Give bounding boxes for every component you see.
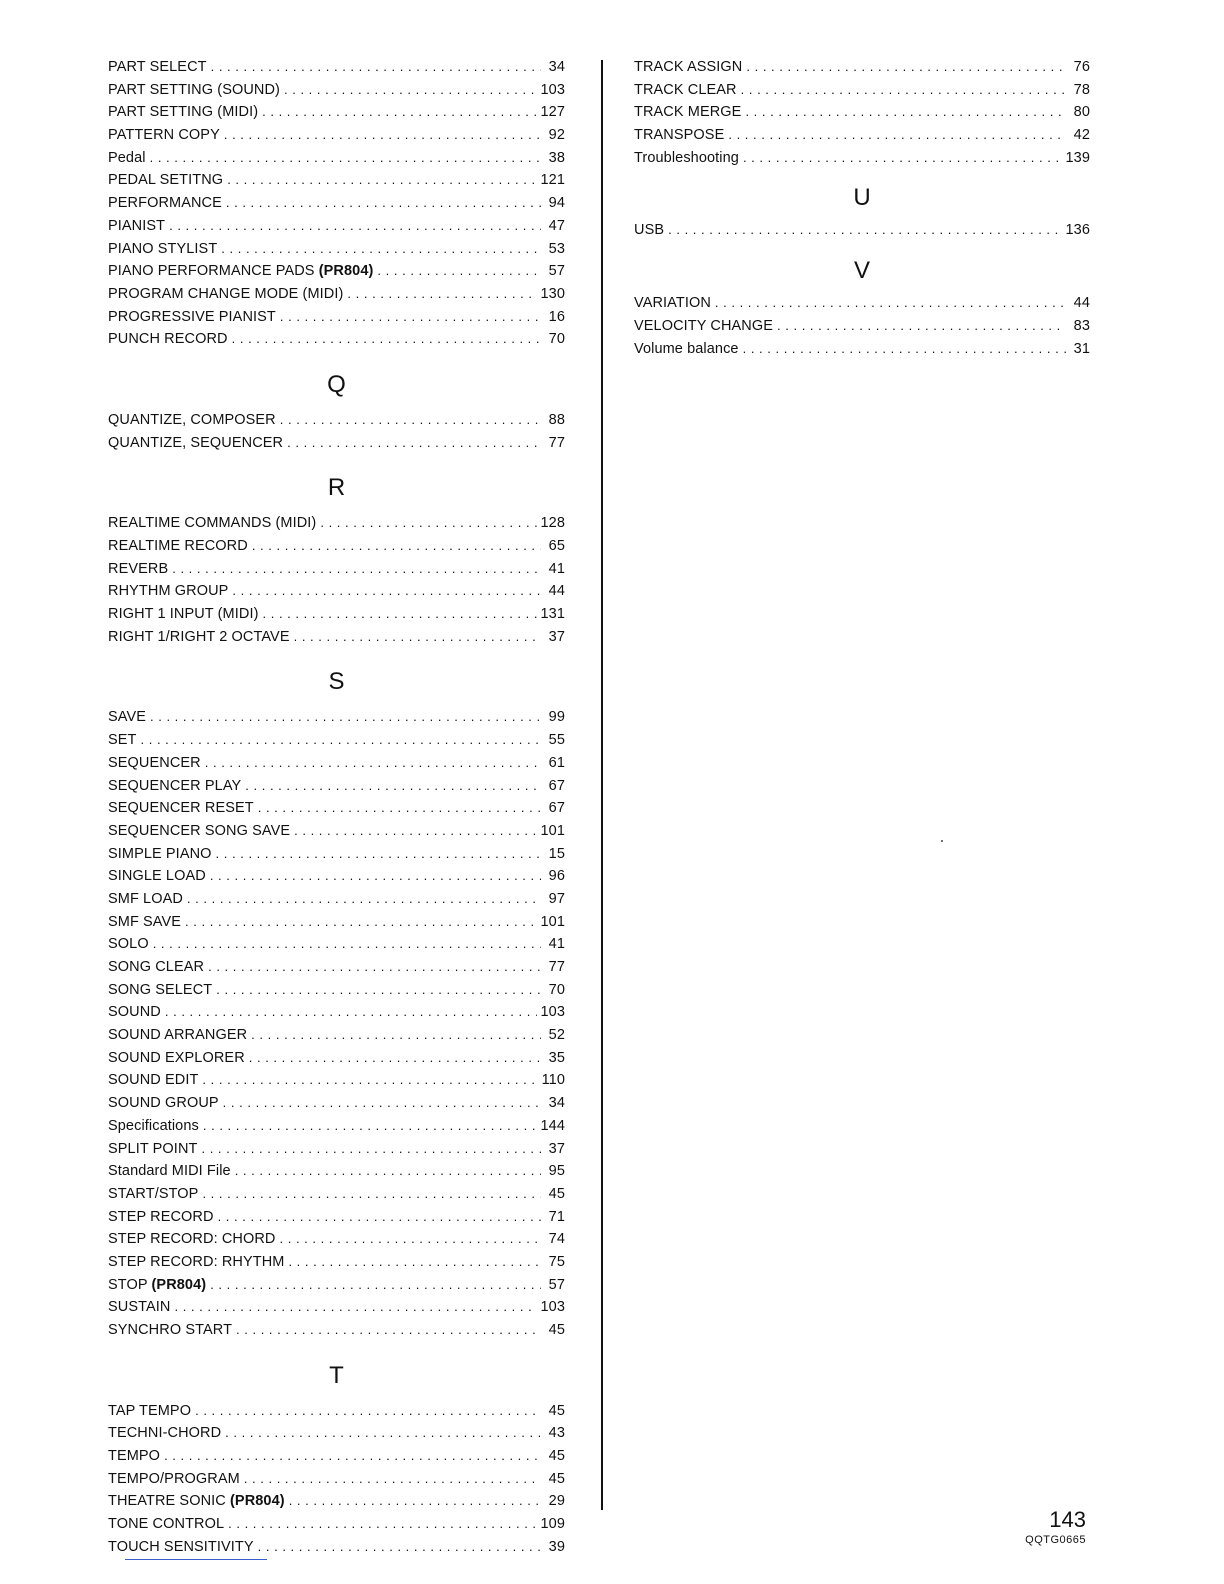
index-entry-page: 103 <box>540 1299 565 1316</box>
index-entry <box>108 1296 565 1319</box>
dot-leader <box>728 124 1066 147</box>
index-entry-label: SINGLE LOAD <box>108 868 206 885</box>
index-entry <box>634 315 1090 338</box>
index-entry-page: 61 <box>548 754 565 771</box>
index-entry-page: 139 <box>1065 149 1090 166</box>
dot-leader <box>185 911 536 934</box>
dot-leader <box>377 260 541 283</box>
index-entry-page: 144 <box>540 1117 565 1134</box>
index-entry-page: 92 <box>548 127 565 144</box>
index-entry <box>108 1115 565 1138</box>
dot-leader <box>777 315 1066 338</box>
column-divider <box>601 60 603 1510</box>
index-entry-label: SOUND <box>108 1004 161 1021</box>
index-entry <box>108 1274 565 1297</box>
dot-leader <box>284 79 537 102</box>
index-entry-page: 130 <box>540 285 565 302</box>
index-entry-label: STOP (PR804) <box>108 1276 207 1293</box>
index-entry <box>108 1490 565 1513</box>
dot-leader <box>258 797 541 820</box>
index-entry-label: PART SETTING (SOUND) <box>108 81 280 98</box>
index-entry-label: PART SETTING (MIDI) <box>108 104 259 121</box>
dot-leader <box>320 512 536 535</box>
index-entry-label: TOUCH SENSITIVITY <box>108 1538 254 1555</box>
index-entry-label: PERFORMANCE <box>108 195 222 212</box>
dot-leader <box>227 169 536 192</box>
dot-leader <box>741 79 1066 102</box>
dot-leader <box>225 1422 541 1445</box>
index-entry-label: SMF LOAD <box>108 890 183 907</box>
index-entry-page: 67 <box>548 777 565 794</box>
index-entry-page: 95 <box>548 1163 565 1180</box>
index-entry <box>108 147 565 170</box>
dot-leader <box>258 1536 541 1559</box>
dot-leader <box>208 956 541 979</box>
index-entry <box>108 1183 565 1206</box>
index-entry-label: SOUND GROUP <box>108 1095 219 1112</box>
index-entry-label: SMF SAVE <box>108 913 182 930</box>
index-entry-label: TRACK ASSIGN <box>634 59 743 75</box>
index-entry <box>108 432 565 455</box>
dot-leader <box>164 1445 541 1468</box>
index-entry <box>108 888 565 911</box>
index-entry-label: RIGHT 1 INPUT (MIDI) <box>108 606 259 623</box>
model-tag: (PR804) <box>151 1276 207 1293</box>
index-entry-page: 88 <box>548 411 565 428</box>
dot-leader <box>165 1001 537 1024</box>
index-entry-label: RHYTHM GROUP <box>108 583 229 600</box>
index-entry-page: 44 <box>548 583 565 600</box>
dot-leader <box>294 820 536 843</box>
index-entry-page: 44 <box>1073 295 1090 312</box>
index-entry-label: SYNCHRO START <box>108 1322 233 1338</box>
index-entry-page: 65 <box>548 538 565 554</box>
index-entry-label: Volume balance <box>634 340 739 357</box>
dot-leader <box>715 292 1066 315</box>
dot-leader <box>280 409 541 432</box>
index-entry-page: 42 <box>1073 127 1090 144</box>
index-entry <box>108 1445 565 1468</box>
index-entry <box>108 215 565 238</box>
index-entry-label: SIMPLE PIANO <box>108 845 212 862</box>
model-tag: (PR804) <box>230 1493 285 1510</box>
index-entry <box>108 283 565 306</box>
index-entry-page: 76 <box>1073 59 1090 75</box>
dot-leader <box>172 558 541 581</box>
index-entry <box>108 706 565 729</box>
index-entry <box>108 1251 565 1274</box>
index-entry-page: 109 <box>540 1516 565 1533</box>
dot-leader <box>743 147 1062 170</box>
index-entry <box>634 56 1090 79</box>
dot-leader <box>745 101 1066 124</box>
index-entry <box>108 101 565 124</box>
index-entry-page: 99 <box>548 709 565 726</box>
index-entry <box>108 238 565 261</box>
index-entry-label: STEP RECORD: CHORD <box>108 1231 276 1248</box>
section-letter-heading: S <box>328 668 345 696</box>
index-entry-label: QUANTIZE, COMPOSER <box>108 411 276 428</box>
index-entry-page: 136 <box>1065 222 1090 239</box>
index-entry-page: 55 <box>548 732 565 749</box>
index-entry-page: 38 <box>548 149 565 166</box>
dot-leader <box>347 283 536 306</box>
index-entry-label: Specifications <box>108 1117 199 1134</box>
index-entry <box>108 535 565 558</box>
index-entry-label: REVERB <box>108 560 169 577</box>
dot-leader <box>211 56 541 79</box>
index-entry <box>108 626 565 649</box>
dot-leader <box>210 1274 541 1297</box>
index-entry-label: START/STOP <box>108 1185 199 1202</box>
index-entry-label: SOUND ARRANGER <box>108 1027 248 1044</box>
index-entry <box>108 933 565 956</box>
index-entry <box>108 1024 565 1047</box>
index-entry-page: 83 <box>1073 317 1090 334</box>
index-entry <box>108 56 565 79</box>
index-entry-label: PIANO STYLIST <box>108 240 218 257</box>
index-entry-page: 15 <box>548 845 565 862</box>
index-entry-label: TRACK MERGE <box>634 104 742 121</box>
index-entry <box>108 580 565 603</box>
index-entry-label: SOUND EXPLORER <box>108 1049 245 1066</box>
index-entry-label: PUNCH RECORD <box>108 331 228 348</box>
dot-leader <box>202 1183 541 1206</box>
dot-leader <box>216 843 541 866</box>
index-entry-page: 39 <box>548 1538 565 1555</box>
index-entry-label: PIANO PERFORMANCE PADS (PR804) <box>108 263 374 280</box>
index-entry <box>108 1319 565 1342</box>
index-entry <box>108 956 565 979</box>
index-entry <box>108 409 565 432</box>
dot-leader <box>289 1490 541 1513</box>
index-entry-label: STEP RECORD: RHYTHM <box>108 1253 285 1270</box>
index-entry-page: 128 <box>540 515 565 532</box>
dot-leader <box>210 865 541 888</box>
index-entry <box>634 292 1090 315</box>
index-entry-label: SEQUENCER PLAY <box>108 777 242 794</box>
index-entry-label: TEMPO/PROGRAM <box>108 1470 240 1487</box>
index-column-right <box>634 56 1090 360</box>
dot-leader <box>202 1069 537 1092</box>
scan-speck <box>941 840 943 842</box>
index-entry-page: 70 <box>548 981 565 998</box>
dot-leader <box>746 56 1066 79</box>
index-entry-label: PATTERN COPY <box>108 127 220 144</box>
dot-leader <box>236 1319 541 1342</box>
dot-leader <box>218 1206 541 1229</box>
index-entry <box>634 219 1090 242</box>
index-entry <box>108 603 565 626</box>
dot-leader <box>294 626 541 649</box>
index-entry-page: 16 <box>548 308 565 325</box>
dot-leader <box>232 580 541 603</box>
index-entry-page: 34 <box>548 1095 565 1112</box>
index-entry <box>108 1047 565 1070</box>
dot-leader <box>201 1138 541 1161</box>
dot-leader <box>245 775 541 798</box>
index-entry <box>108 865 565 888</box>
index-entry <box>108 1513 565 1536</box>
index-entry <box>108 1422 565 1445</box>
index-entry-page: 131 <box>540 606 565 623</box>
dot-leader <box>141 729 542 752</box>
index-entry-page: 97 <box>548 890 565 907</box>
section-letter-heading: U <box>853 184 871 212</box>
index-entry-label: Pedal <box>108 149 146 166</box>
index-entry-page: 101 <box>540 913 565 930</box>
dot-leader <box>150 706 541 729</box>
index-entry-page: 57 <box>548 263 565 280</box>
dot-leader <box>223 1092 541 1115</box>
index-entry-page: 96 <box>548 868 565 885</box>
index-entry-label: VELOCITY CHANGE <box>634 317 774 334</box>
index-entry-page: 45 <box>548 1402 565 1419</box>
index-entry-label: TONE CONTROL <box>108 1516 225 1533</box>
dot-leader <box>249 1047 541 1070</box>
dot-leader <box>216 979 541 1002</box>
dot-leader <box>252 535 541 558</box>
index-entry-page: 121 <box>540 172 565 189</box>
index-entry-label: RIGHT 1/RIGHT 2 OCTAVE <box>108 628 290 645</box>
dot-leader <box>203 1115 537 1138</box>
index-entry-page: 45 <box>548 1470 565 1487</box>
index-entry <box>108 1400 565 1423</box>
index-entry-label: TRANSPOSE <box>634 127 725 144</box>
index-entry-page: 110 <box>541 1072 565 1089</box>
index-entry <box>108 911 565 934</box>
index-entry <box>108 79 565 102</box>
index-entry <box>108 1536 565 1559</box>
index-entry <box>108 306 565 329</box>
dot-leader <box>150 147 541 170</box>
index-column-left <box>108 56 565 1559</box>
index-entry-label: PART SELECT <box>108 59 207 75</box>
index-entry-page: 45 <box>548 1185 565 1202</box>
index-entry-label: THEATRE SONIC (PR804) <box>108 1493 285 1510</box>
index-entry-label: REALTIME COMMANDS (MIDI) <box>108 515 317 532</box>
index-entry-label: TEMPO <box>108 1448 161 1465</box>
index-entry-page: 103 <box>540 81 565 98</box>
model-tag: (PR804) <box>318 263 374 280</box>
dot-leader <box>743 338 1066 361</box>
index-entry <box>108 820 565 843</box>
index-entry <box>108 1092 565 1115</box>
index-entry-label: SAVE <box>108 709 147 726</box>
index-entry-page: 31 <box>1073 340 1090 357</box>
index-entry-page: 37 <box>548 628 565 645</box>
dot-leader <box>287 432 541 455</box>
index-entry-label: Standard MIDI File <box>108 1163 231 1180</box>
dot-leader <box>244 1468 541 1491</box>
index-entry-page: 53 <box>548 240 565 257</box>
index-entry-label: REALTIME RECORD <box>108 538 248 554</box>
index-entry-label: SONG CLEAR <box>108 959 205 975</box>
index-entry-page: 101 <box>540 822 565 839</box>
index-entry <box>108 192 565 215</box>
index-entry-page: 29 <box>548 1493 565 1510</box>
index-entry-label: TAP TEMPO <box>108 1402 192 1419</box>
index-entry-label: USB <box>634 222 665 239</box>
index-entry-page: 45 <box>548 1448 565 1465</box>
index-entry-label: SEQUENCER <box>108 754 201 771</box>
index-entry <box>108 979 565 1002</box>
index-entry-page: 71 <box>548 1208 565 1225</box>
dot-leader <box>195 1400 541 1423</box>
index-entry-page: 34 <box>548 59 565 75</box>
index-entry <box>108 512 565 535</box>
index-entry <box>634 124 1090 147</box>
index-entry-label: VARIATION <box>634 295 711 312</box>
index-entry-label: SOLO <box>108 936 149 953</box>
dot-leader <box>174 1296 536 1319</box>
index-entry-page: 43 <box>548 1425 565 1442</box>
dot-leader <box>224 124 541 147</box>
index-entry <box>108 328 565 351</box>
index-entry-label: SEQUENCER RESET <box>108 800 254 817</box>
dot-leader <box>280 306 541 329</box>
index-entry <box>108 169 565 192</box>
dot-leader <box>187 888 541 911</box>
index-entry-page: 75 <box>548 1253 565 1270</box>
index-entry-label: SONG SELECT <box>108 981 213 998</box>
dot-leader <box>205 752 541 775</box>
index-entry-page: 94 <box>548 195 565 212</box>
index-entry <box>108 1468 565 1491</box>
dot-leader <box>153 933 541 956</box>
index-entry <box>108 797 565 820</box>
index-entry <box>634 147 1090 170</box>
index-entry-label: SUSTAIN <box>108 1299 171 1316</box>
index-entry-page: 103 <box>540 1004 565 1021</box>
index-entry-label: PIANIST <box>108 217 166 234</box>
index-entry-page: 127 <box>540 104 565 121</box>
dot-leader <box>221 238 541 261</box>
dot-leader <box>226 192 541 215</box>
index-entry-page: 37 <box>548 1140 565 1157</box>
bottom-rule <box>125 1559 267 1560</box>
index-entry-page: 80 <box>1073 104 1090 121</box>
index-entry <box>108 1001 565 1024</box>
dot-leader <box>235 1160 541 1183</box>
section-letter-heading: T <box>329 1361 344 1389</box>
index-entry-label: SPLIT POINT <box>108 1140 198 1157</box>
index-entry-label: TRACK CLEAR <box>634 81 737 98</box>
index-entry <box>108 1138 565 1161</box>
dot-leader <box>288 1251 541 1274</box>
dot-leader <box>232 328 541 351</box>
index-entry <box>108 1206 565 1229</box>
dot-leader <box>251 1024 541 1047</box>
section-letter-heading: Q <box>327 370 346 398</box>
index-entry-page: 74 <box>548 1231 565 1248</box>
index-entry <box>634 338 1090 361</box>
index-entry-page: 57 <box>548 1276 565 1293</box>
index-entry <box>108 1069 565 1092</box>
index-entry-page: 67 <box>548 800 565 817</box>
index-entry-page: 45 <box>548 1322 565 1338</box>
index-entry <box>108 729 565 752</box>
index-entry-label: PEDAL SETITNG <box>108 172 224 189</box>
index-entry <box>634 101 1090 124</box>
index-entry-label: Troubleshooting <box>634 149 739 166</box>
document-code: QQTG0665 <box>1025 1534 1086 1546</box>
index-entry <box>108 1228 565 1251</box>
index-entry-label: STEP RECORD <box>108 1208 214 1225</box>
dot-leader <box>262 101 536 124</box>
index-entry <box>108 260 565 283</box>
index-entry-label: QUANTIZE, SEQUENCER <box>108 434 284 451</box>
dot-leader <box>668 219 1061 242</box>
index-entry <box>108 124 565 147</box>
index-entry-page: 77 <box>548 959 565 975</box>
index-entry-page: 41 <box>548 936 565 953</box>
section-letter-heading: V <box>853 257 870 285</box>
index-entry-label: SOUND EDIT <box>108 1072 199 1089</box>
index-entry-page: 78 <box>1073 81 1090 98</box>
index-entry-page: 47 <box>548 217 565 234</box>
index-entry <box>108 752 565 775</box>
index-entry <box>108 775 565 798</box>
index-entry-label: SET <box>108 732 137 749</box>
dot-leader <box>280 1228 542 1251</box>
dot-leader <box>228 1513 536 1536</box>
index-entry <box>108 843 565 866</box>
page-number: 143 <box>1049 1507 1086 1532</box>
index-entry-page: 70 <box>548 331 565 348</box>
index-entry-label: PROGRESSIVE PIANIST <box>108 308 276 325</box>
section-letter-heading: R <box>327 474 346 502</box>
index-entry <box>108 1160 565 1183</box>
index-entry-page: 52 <box>548 1027 565 1044</box>
index-entry-label: PROGRAM CHANGE MODE (MIDI) <box>108 285 344 302</box>
index-entry <box>634 79 1090 102</box>
index-entry <box>108 558 565 581</box>
dot-leader <box>169 215 541 238</box>
index-entry-page: 35 <box>548 1049 565 1066</box>
index-entry-label: SEQUENCER SONG SAVE <box>108 822 291 839</box>
dot-leader <box>263 603 537 626</box>
index-entry-label: TECHNI-CHORD <box>108 1425 222 1442</box>
index-entry-page: 41 <box>548 560 565 577</box>
index-entry-page: 77 <box>548 434 565 451</box>
